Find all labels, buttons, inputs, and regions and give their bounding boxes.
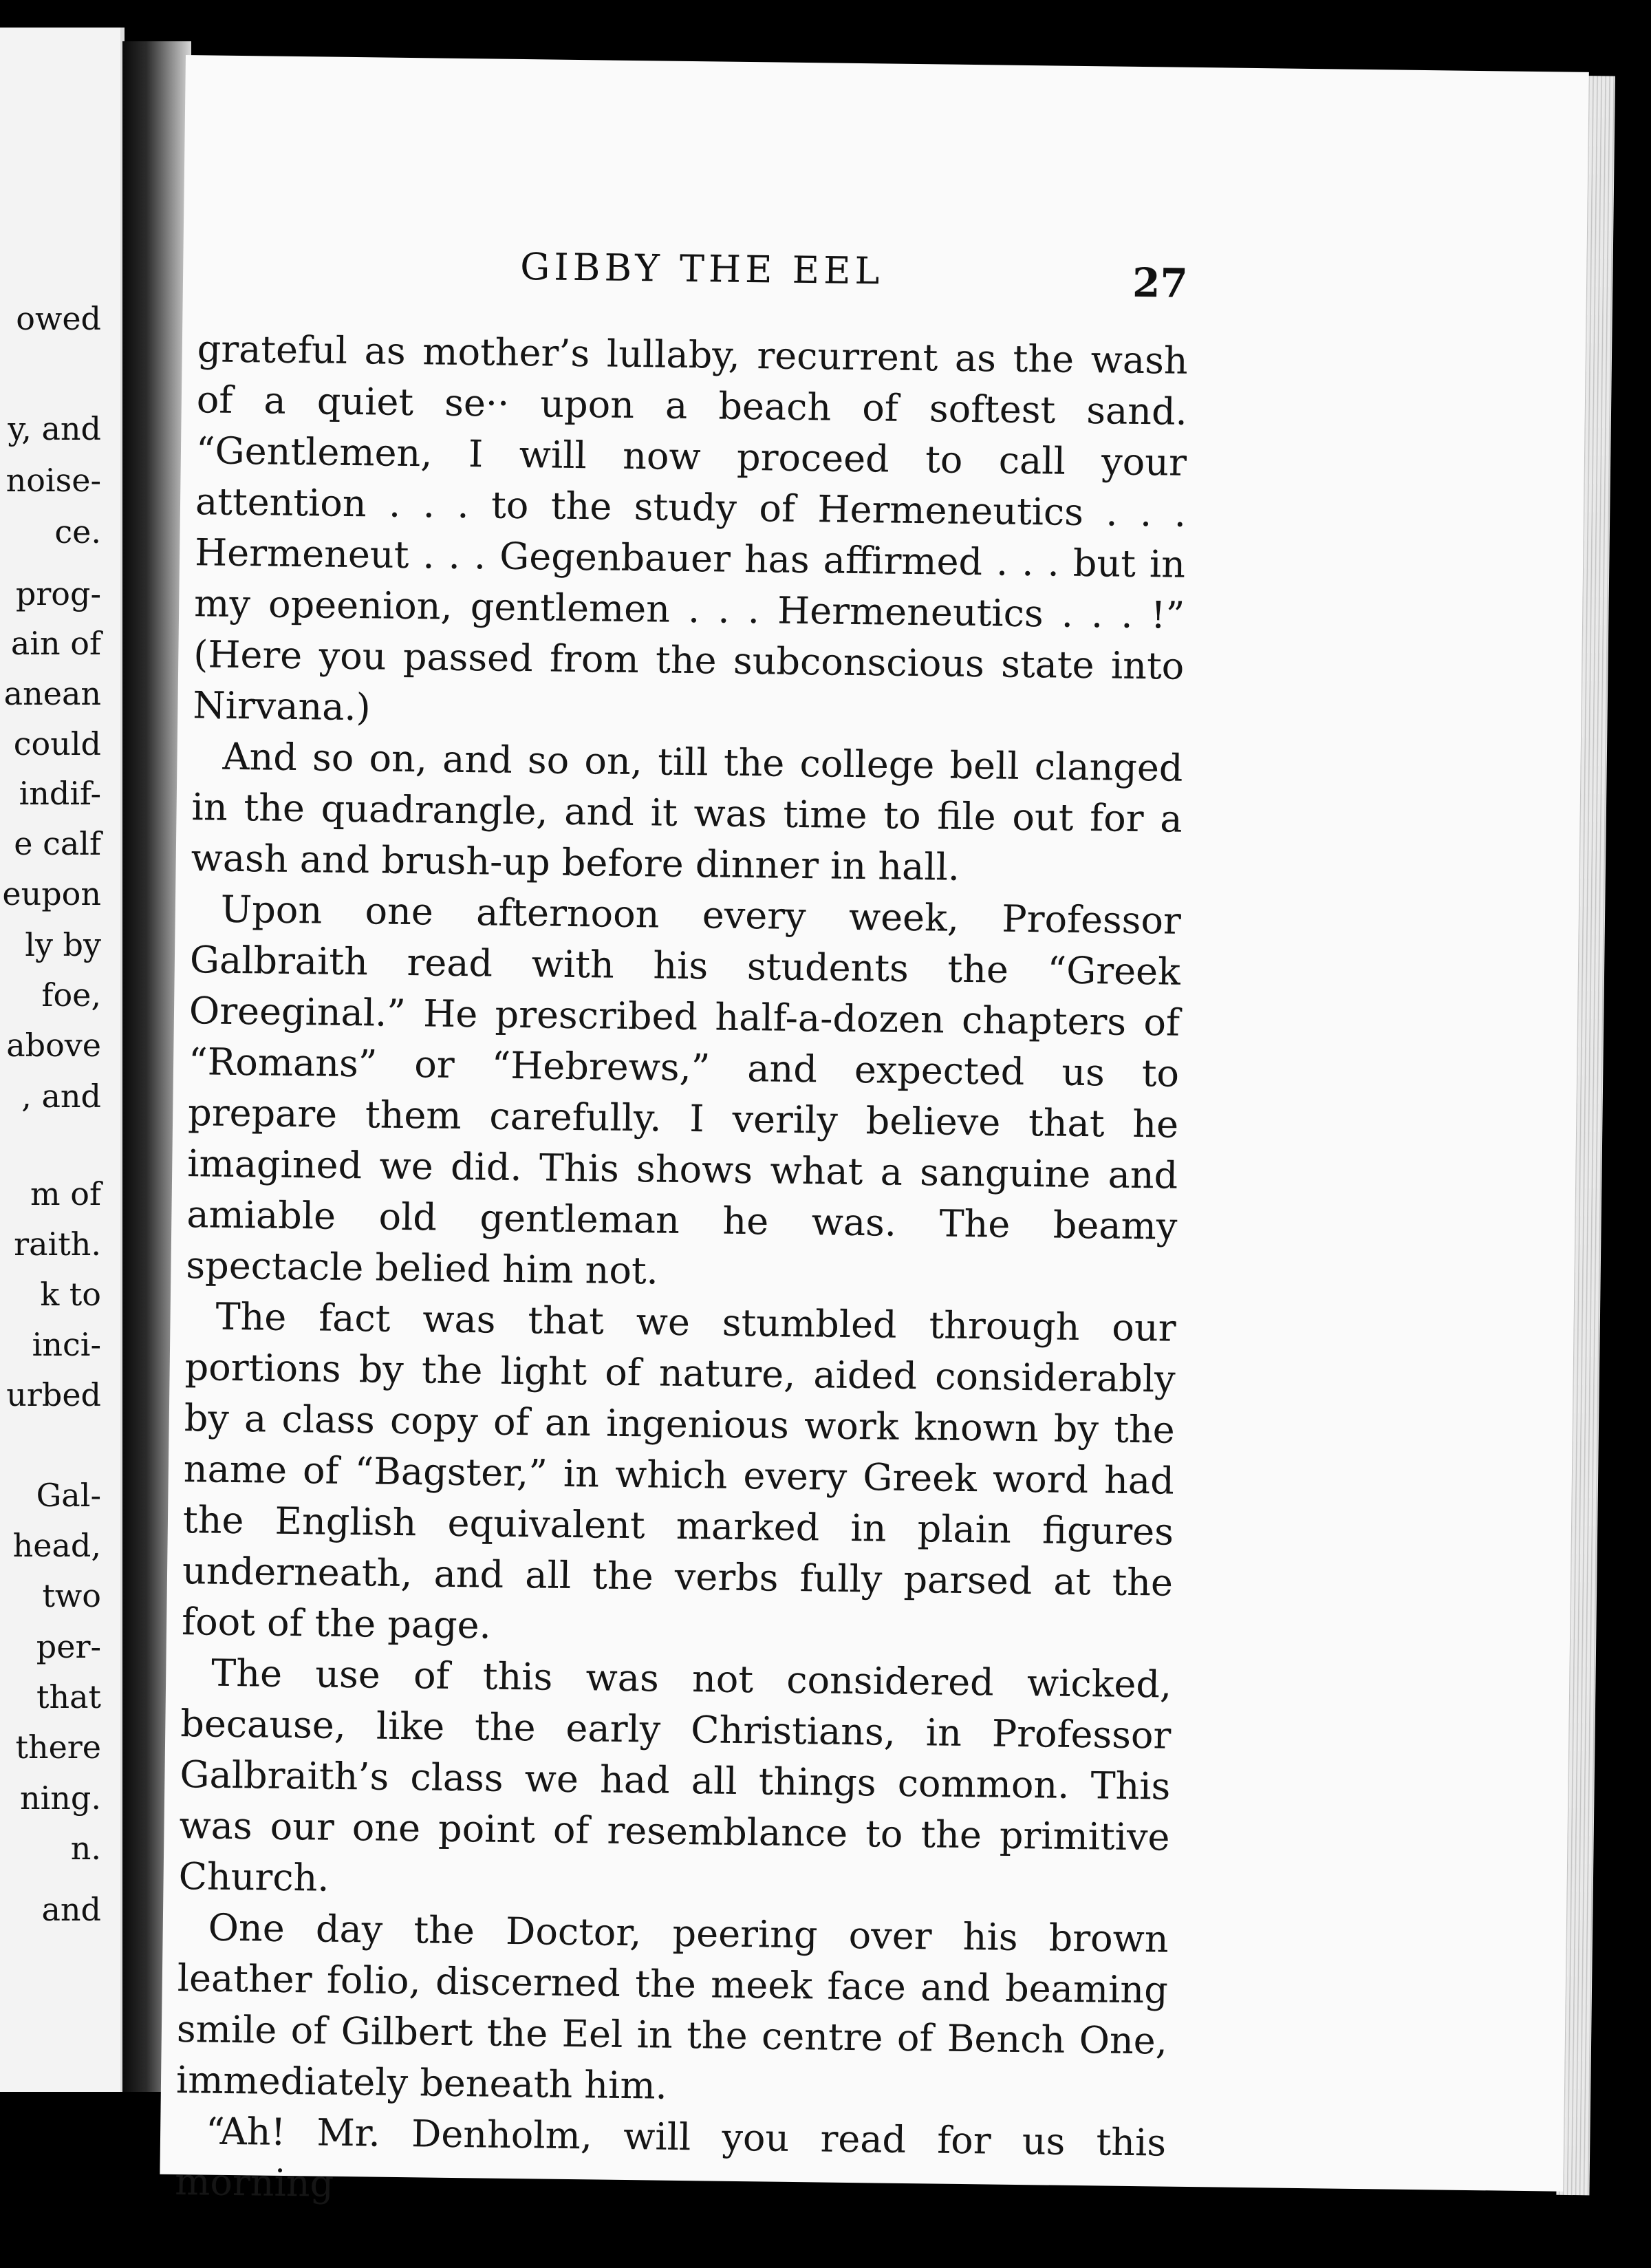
facing-page-line: head, (12, 1527, 101, 1564)
facing-page-line: there (15, 1729, 101, 1766)
facing-page-line: k to (40, 1276, 101, 1313)
facing-page-line: foe, (41, 976, 101, 1014)
paragraph: The use of this was not considered wicked, because, like the early Christians, in Professor Galbraith’s class we had all things common. This was our one point of resemblance to the primitive Church. (178, 1651, 1172, 1900)
facing-page-line: could (13, 725, 101, 762)
facing-page-line: per- (36, 1628, 101, 1665)
running-head: GIBBY THE EEL (519, 244, 884, 293)
facing-page-line: two (42, 1577, 101, 1614)
facing-page-line: raith. (14, 1226, 101, 1263)
facing-page-line: n. (70, 1830, 101, 1867)
paragraph: grateful as mother’s lullaby, recurrent as the wash of a quiet se·· upon a beach of softest sand. “Gentlemen, I will now proceed to call your attention . . . to the study of Hermeneutics . . . Hermeneut . . . Gegenbauer has affirmed . . . but in my opeenion, gentlemen . . . Hermeneutics . . . !” (Here you passed from the subconscious state into Nirvana.) (193, 327, 1189, 729)
facing-page-line: , and (21, 1078, 101, 1115)
paragraph: And so on, and so on, till the college bell clanged in the quadrangle, and it was time to file out for a wash and brush-up before dinner in hall. (191, 734, 1183, 889)
facing-page-line: ly by (25, 926, 101, 963)
paragraph: The fact was that we stumbled through our portions by the light of nature, aided considerably by a class copy of an ingenious work known by the name of “Bagster,” in which every Greek word had the English equivalent marked in plain figures underneath, and all the verbs fully parsed at the foot of the page. (181, 1294, 1176, 1647)
facing-page-line: m of (30, 1175, 101, 1212)
paragraph: Upon one afternoon every week, Professor Galbraith read with his students the “Greek Oreeginal.” He prescribed half-a-dozen chapters of “Romans” or “Hebrews,” and expected us to prepare them carefully. I verily believe that he imagined we did. This shows what a sanguine and amiable old gentleman he was. The beamy spectacle belied him not. (186, 887, 1182, 1293)
body-text (175, 323, 1188, 2219)
facing-page-line: ning. (19, 1779, 101, 1817)
facing-page-line: inci- (32, 1326, 101, 1363)
facing-page-line: urbed (6, 1376, 101, 1413)
facing-page-line: and (41, 1891, 101, 1928)
facing-page-line: prog- (15, 575, 101, 612)
facing-page-line: eupon (2, 875, 101, 912)
paragraph: One day the Doctor, peering over his brown leather folio, discerned the meek face and beaming smile of Gilbert the Eel in the centre of Bench One, immediately beneath him. (175, 1905, 1169, 2108)
facing-page-fragment (0, 28, 125, 2092)
facing-page-line: above (6, 1027, 101, 1064)
paragraph: “Ah! Mr. Denholm, will you read for us this morning (174, 2109, 1167, 2205)
page-number: 27 (1132, 259, 1189, 307)
facing-page-line: owed (16, 300, 101, 337)
facing-page-line: ain of (10, 625, 101, 662)
facing-page-line: Gal- (36, 1477, 101, 1514)
facing-page-line: ce. (54, 513, 101, 550)
facing-page-line: y, and (8, 410, 101, 447)
facing-page-line: that (36, 1678, 101, 1715)
facing-page-line: noise- (6, 462, 101, 499)
facing-page-line: indif- (19, 775, 101, 812)
book-page (160, 55, 1588, 2205)
facing-page-line: anean (3, 675, 101, 712)
facing-page-line: e calf (14, 825, 101, 862)
